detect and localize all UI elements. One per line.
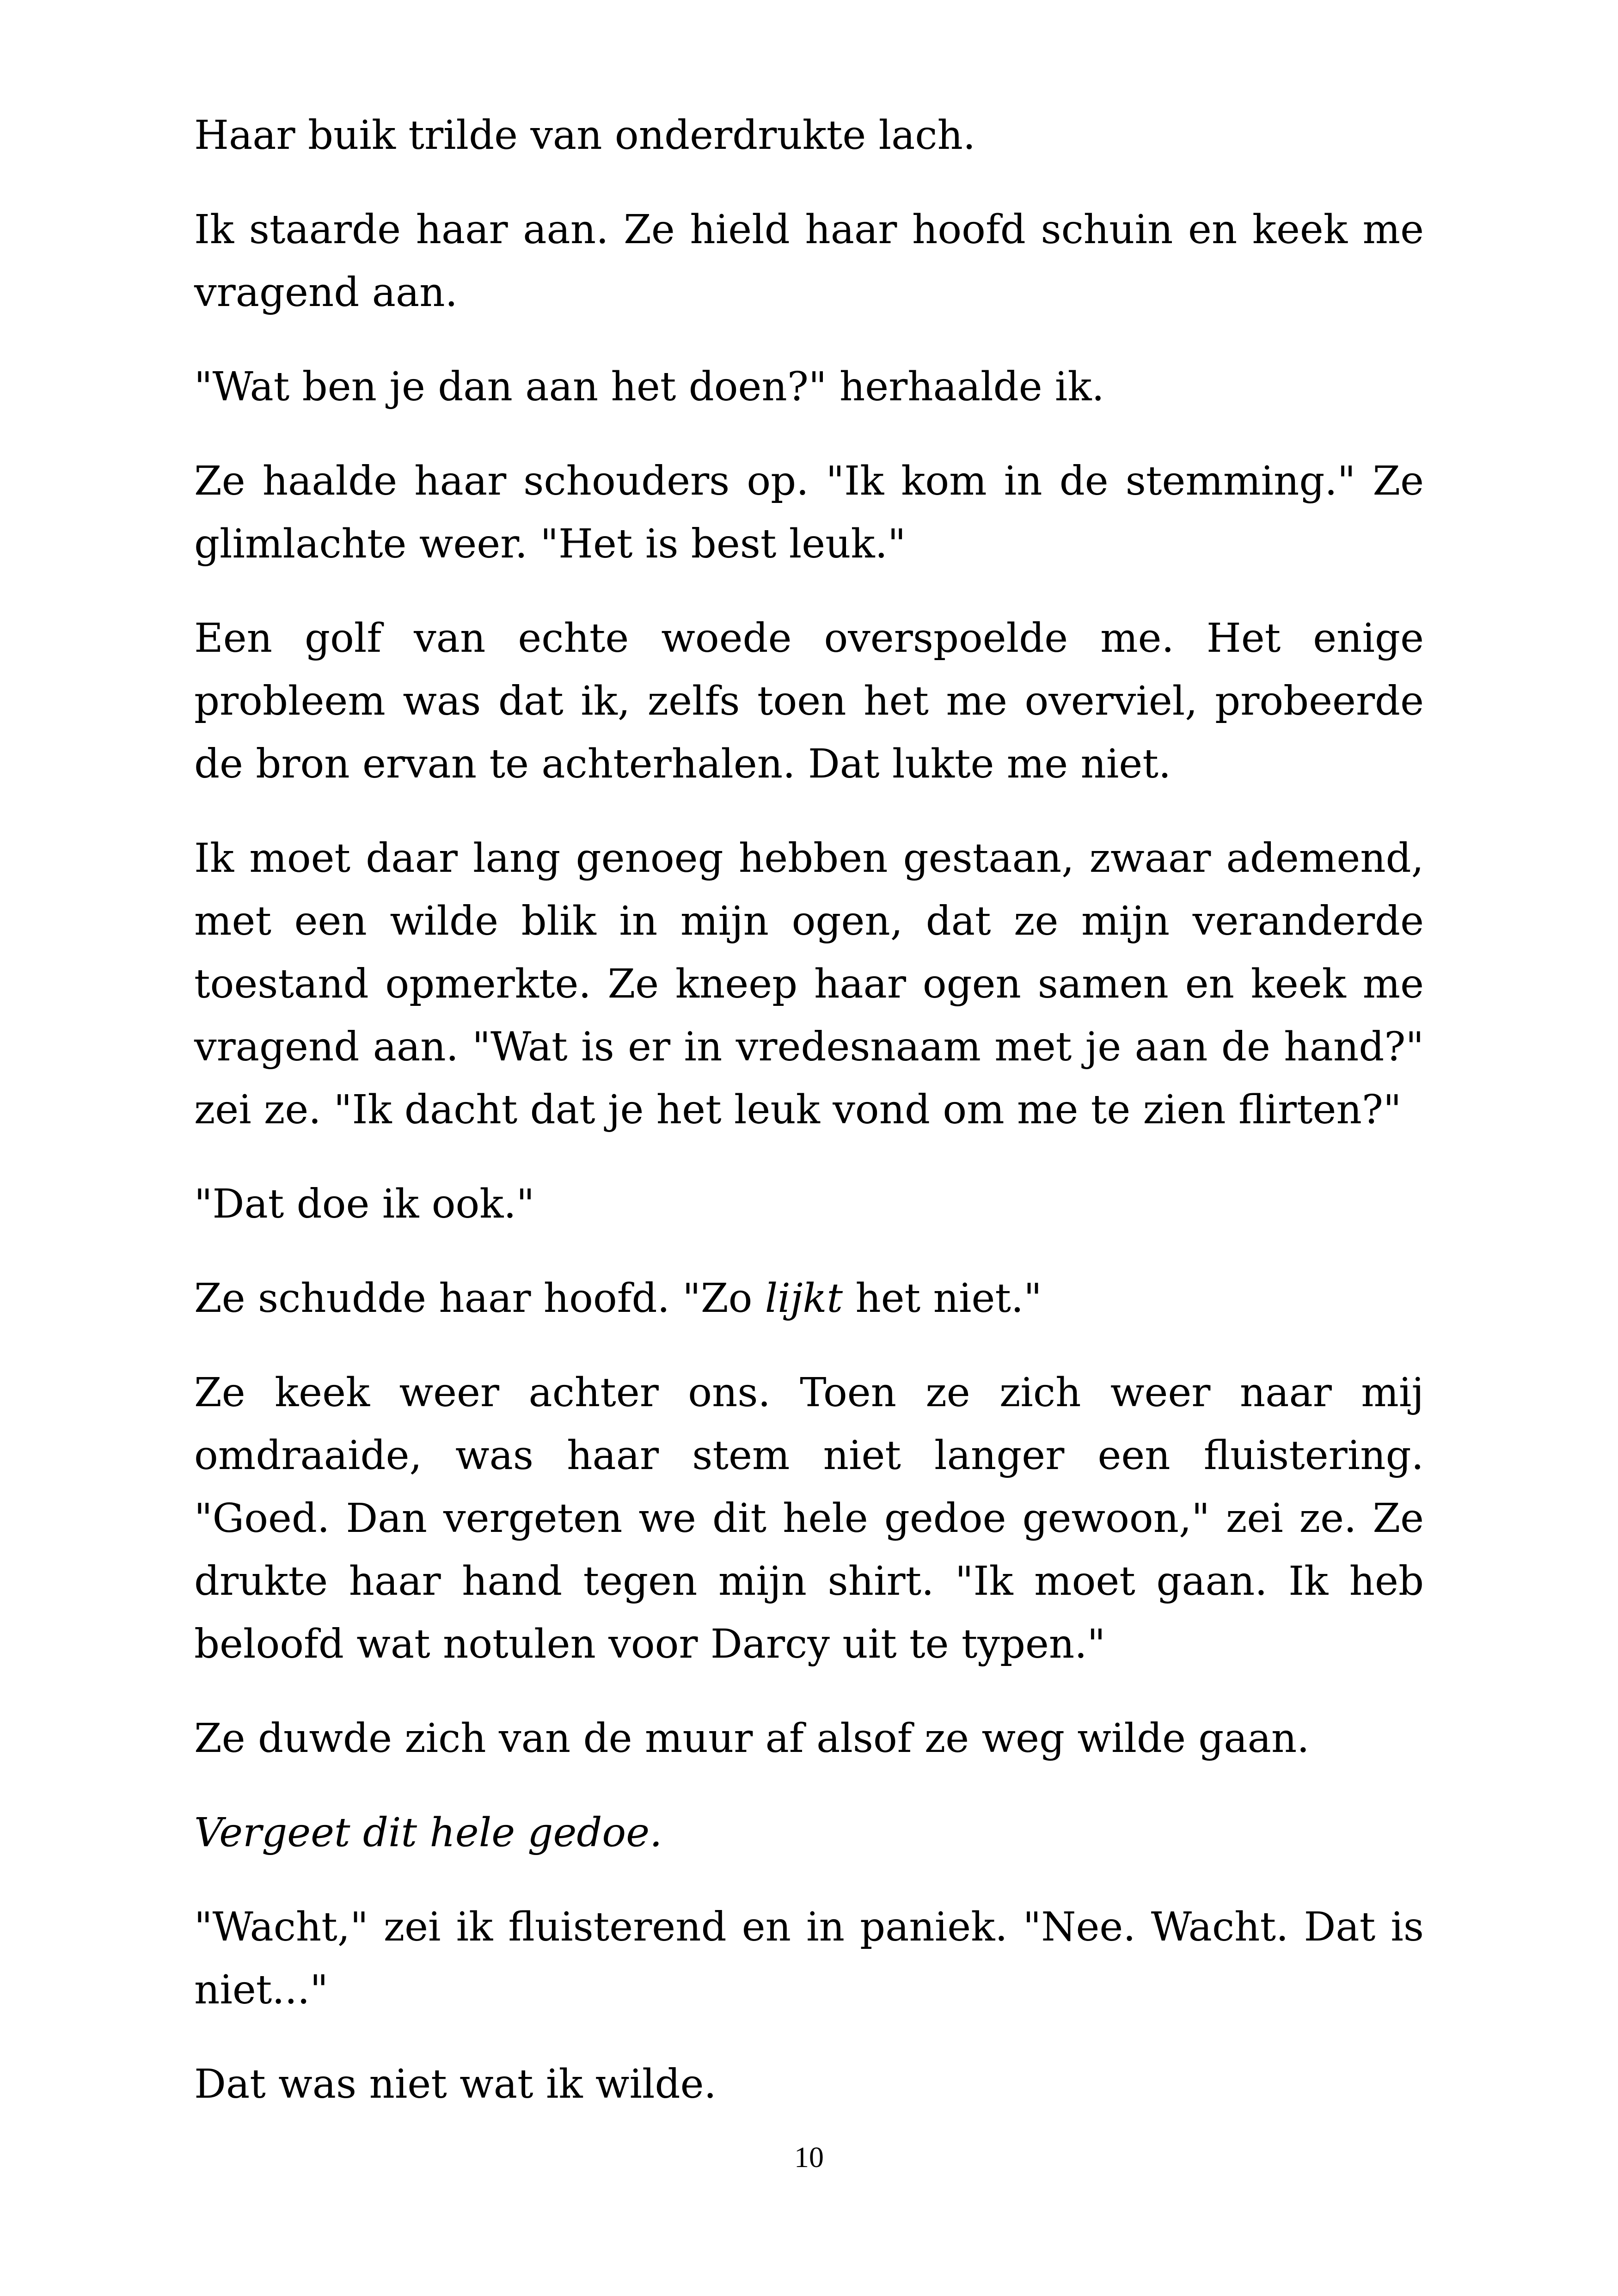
paragraph: Ik moet daar lang genoeg hebben gestaan, zwaar ademend, met een wilde blik in mijn ogen, dat ze mijn veranderde toestand opmerkte. Ze kneep haar ogen samen en keek me vragend aan. "Wat is er in vredesnaam met je aan de hand?" zei ze. "Ik dacht dat je het leuk vond om me te zien flirten?" [194, 835, 1424, 1133]
italic-thought: Vergeet dit hele gedoe. [194, 1810, 662, 1856]
page-number: 10 [794, 2141, 824, 2174]
paragraph: Dat was niet wat ik wilde. [194, 2061, 717, 2107]
paragraph-text-after: het niet." [843, 1275, 1042, 1322]
body-text [194, 104, 1424, 2147]
paragraph: Ze duwde zich van de muur af alsof ze weg wilde gaan. [194, 1715, 1310, 1762]
paragraph: Ik staarde haar aan. Ze hield haar hoofd schuin en keek me vragend aan. [194, 207, 1424, 316]
italic-paragraph [194, 1801, 1424, 1864]
paragraph-with-emphasis [194, 1267, 1424, 1330]
paragraph: "Wat ben je dan aan het doen?" herhaalde ik. [194, 364, 1104, 410]
paragraph: Ze haalde haar schouders op. "Ik kom in de stemming." Ze glimlachte weer. "Het is best leuk." [194, 458, 1424, 567]
paragraph: "Dat doe ik ook." [194, 1181, 535, 1227]
paragraph-text-before: Ze schudde haar hoofd. "Zo [194, 1275, 765, 1322]
paragraph: "Wacht," zei ik fluisterend en in paniek. "Nee. Wacht. Dat is niet..." [194, 1904, 1424, 2013]
paragraph: Haar buik trilde van onderdrukte lach. [194, 112, 976, 159]
paragraph: Ze keek weer achter ons. Toen ze zich weer naar mij omdraaide, was haar stem niet langer een fluistering. "Goed. Dan vergeten we dit hele gedoe gewoon," zei ze. Ze drukte haar hand tegen mijn shirt. "Ik moet gaan. Ik heb beloofd wat notulen voor Darcy uit te typen." [194, 1370, 1424, 1667]
emphasized-word: lijkt [765, 1275, 843, 1322]
paragraph: Een golf van echte woede overspoelde me. Het enige probleem was dat ik, zelfs toen het me overviel, probeerde de bron ervan te achterhalen. Dat lukte me niet. [194, 615, 1424, 787]
